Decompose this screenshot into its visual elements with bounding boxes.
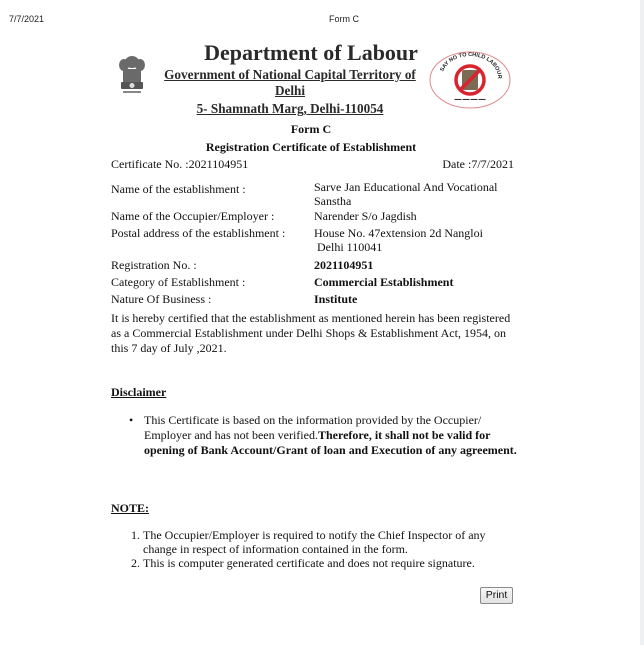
date-label: Date :: [442, 157, 472, 171]
note-item: 2. This is computer generated certificate and does not require signature.: [131, 556, 475, 570]
field-value: Sarve Jan Educational And Vocational Sanstha: [314, 180, 498, 208]
field-value: House No. 47extension 2d Nangloi Delhi 110041: [314, 226, 483, 254]
say-no-to-child-labour-logo: [428, 50, 512, 110]
field-value: 2021104951: [314, 258, 374, 272]
bullet-icon: •: [129, 413, 134, 427]
certificate-page: [111, 38, 517, 601]
field-label: Registration No. :: [111, 258, 197, 272]
field-label: Postal address of the establishment :: [111, 226, 286, 240]
field-label: Nature Of Business :: [111, 292, 212, 306]
print-button[interactable]: Print: [480, 587, 513, 604]
certificate-title: Registration Certificate of Establishment: [205, 140, 417, 154]
department-address: 5- Shamnath Marg, Delhi-110054: [196, 101, 384, 116]
scrollbar-track[interactable]: [640, 0, 644, 645]
certification-text: It is hereby certified that the establishment as mentioned herein has been registered as a Commercial Establishment under Delhi Shops & Establishment Act, 1954, on this 7 day of July ,2021.: [111, 311, 511, 355]
government-name: Government of National Capital Territory of Delhi: [164, 67, 416, 98]
form-title: Form C: [290, 122, 332, 136]
date-value: 7/7/2021: [471, 157, 514, 171]
note-heading: NOTE:: [111, 501, 150, 515]
field-value: Institute: [314, 292, 358, 306]
field-label: Name of the Occupier/Employer :: [111, 209, 275, 223]
certificate-no-label: Certificate No. :: [111, 157, 189, 171]
field-value: Commercial Establishment: [314, 275, 454, 289]
print-date: 7/7/2021: [9, 14, 45, 24]
disclaimer-text: This Certificate is based on the information provided by the Occupier/ Employer and has not been verified.Therefore, it shall not be valid for opening of Bank Account/Grant of loan and Execution of any agreement.: [144, 413, 517, 457]
note-item: 1. The Occupier/Employer is required to notify the Chief Inspector of any change in respect of information contained in the form.: [131, 528, 486, 556]
print-title: Form C: [329, 14, 359, 24]
field-label: Category of Establishment :: [111, 275, 246, 289]
letterhead: [111, 38, 516, 116]
svg-text:▬▬ ▬▬ ▬▬ ▬▬: ▬▬ ▬▬ ▬▬ ▬▬: [454, 97, 486, 101]
note-list: [131, 528, 521, 570]
department-title: Department of Labour: [204, 40, 418, 65]
certificate-no-value: 2021104951: [188, 157, 249, 171]
svg-text:SAY NO TO CHILD LABOUR: SAY NO TO CHILD LABOUR: [439, 51, 503, 79]
disclaimer-heading: Disclaimer: [111, 385, 167, 399]
field-value: Narender S/o Jagdish: [314, 209, 417, 223]
field-label: Name of the establishment :: [111, 182, 246, 196]
disclaimer-list: [129, 413, 519, 458]
